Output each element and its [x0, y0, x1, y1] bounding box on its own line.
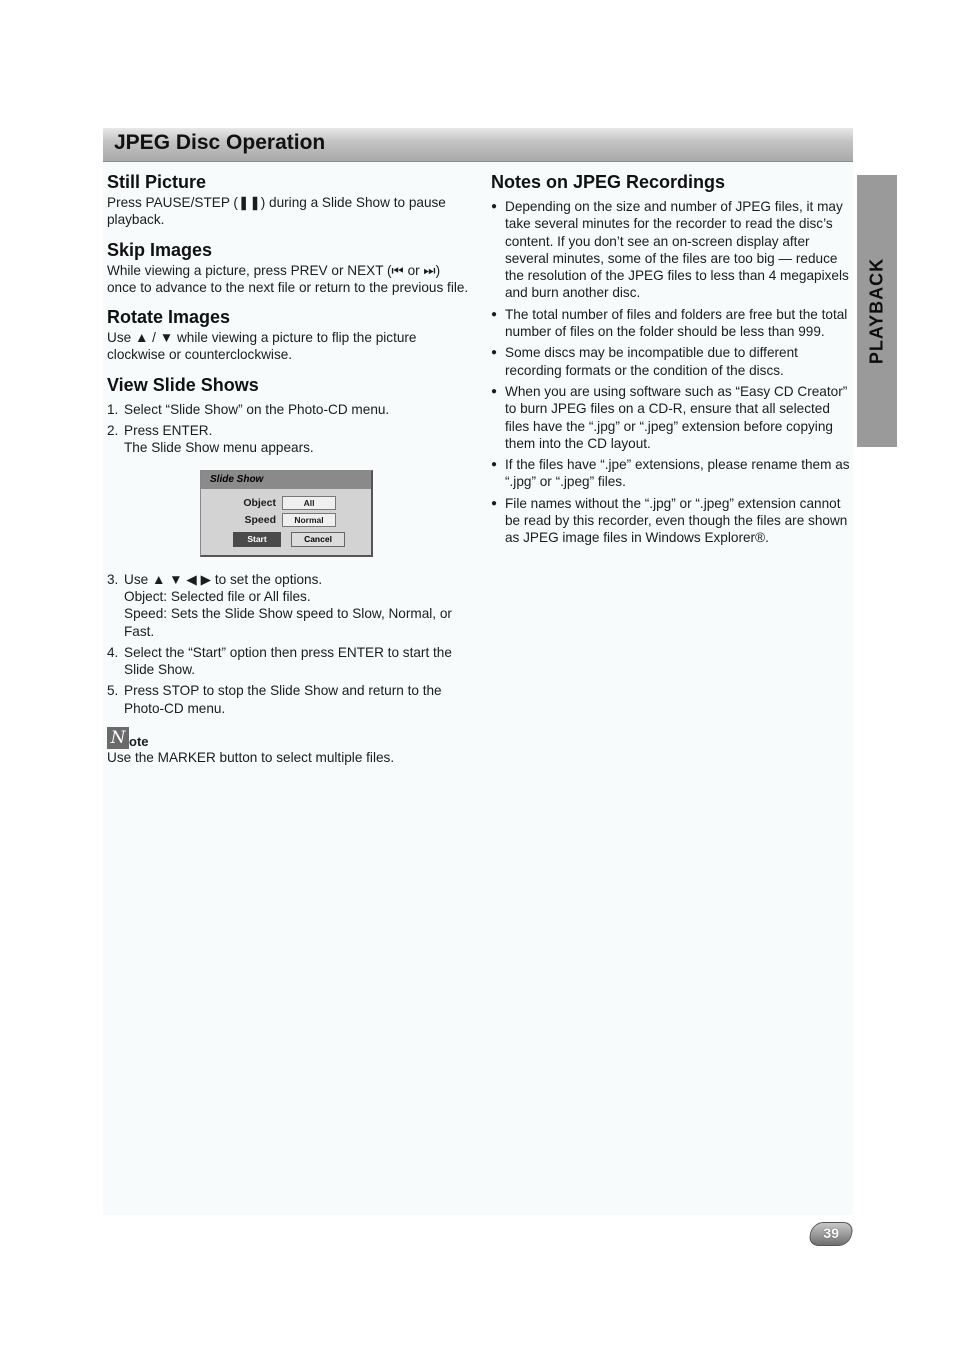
slide-show-steps-continued	[107, 571, 469, 717]
list-item-text: When you are using software such as “Easy CD Creator” to burn JPEG files on a CD-R, ensure that all selected files have the “.jpg” or “.jpeg” extension before copying them into the CD layout.	[505, 383, 848, 451]
step-text: Press STOP to stop the Slide Show and return to the Photo-CD menu.	[124, 683, 442, 716]
bullet-icon: ●	[491, 385, 498, 397]
slide-show-steps	[107, 401, 469, 457]
view-slide-shows-heading: View Slide Shows	[107, 374, 259, 395]
bullet-icon: ●	[491, 347, 498, 359]
osd-object-label: Object	[243, 496, 276, 509]
osd-object-value[interactable]: All	[282, 496, 336, 510]
page-number: 39	[823, 1225, 839, 1241]
step-number: 2.	[107, 423, 119, 439]
osd-speed-row	[201, 513, 371, 527]
step-subtext: The Slide Show menu appears.	[124, 440, 314, 456]
rotate-images-heading: Rotate Images	[107, 307, 231, 328]
rotate-images-text: Use ▲ / ▼ while viewing a picture to flip the picture clockwise or counterclockwise.	[107, 330, 417, 363]
list-item	[491, 456, 853, 491]
step-item	[107, 682, 469, 717]
note-label: ote	[129, 734, 149, 750]
list-item-text: The total number of files and folders are free but the total number of files on the folder should be less than 999.	[505, 306, 848, 340]
title-bar	[103, 128, 853, 162]
slide-show-menu-osd	[200, 470, 373, 557]
list-item	[491, 306, 853, 341]
osd-cancel-button[interactable]: Cancel	[291, 532, 345, 547]
still-picture-section	[107, 170, 469, 229]
skip-images-section	[107, 238, 469, 297]
step-item	[107, 422, 469, 457]
still-picture-heading: Still Picture	[107, 172, 207, 192]
osd-start-button[interactable]: Start	[233, 532, 281, 547]
list-item	[491, 198, 853, 302]
page-number-badge	[807, 1222, 854, 1246]
step-text: Select the “Start” option then press ENTER to start the Slide Show.	[124, 644, 452, 678]
list-item	[491, 344, 853, 379]
right-column	[491, 170, 853, 551]
notes-list	[491, 198, 853, 547]
view-slide-shows-section	[107, 373, 469, 717]
note-icon: N	[107, 727, 129, 749]
skip-images-text: While viewing a picture, press PREV or NEXT (⏮ or ⏭) once to advance to the next file or return to the previous file.	[107, 262, 469, 295]
osd-object-row	[201, 496, 371, 510]
skip-images-heading: Skip Images	[107, 239, 213, 260]
step-item	[107, 401, 469, 418]
step-number: 4.	[107, 644, 119, 660]
step-subtext: Object: Selected file or All files.	[124, 588, 311, 604]
osd-speed-value[interactable]: Normal	[282, 513, 336, 527]
list-item-text: Depending on the size and number of JPEG files, it may take several minutes for the recorder to read the disc’s content. If you don’t see an on-screen display after several minutes, some of the files are too big — reduce the resolution of the JPEG files to less than 4 megapixels and burn another disc.	[505, 199, 849, 301]
page-title: JPEG Disc Operation	[114, 131, 326, 154]
rotate-images-section	[107, 305, 469, 364]
list-item-text: If the files have “.jpe” extensions, please rename them as “.jpg” or “.jpeg” files.	[505, 457, 850, 490]
step-subtext: Speed: Sets the Slide Show speed to Slow, Normal, or Fast.	[124, 606, 452, 639]
bullet-icon: ●	[491, 497, 498, 509]
left-column	[107, 170, 469, 766]
step-number: 5.	[107, 683, 119, 699]
list-item	[491, 495, 853, 547]
list-item-text: File names without the “.jpg” or “.jpeg” extension cannot be read by this recorder, even though the files are shown as JPEG image files in Windows Explorer®.	[505, 495, 848, 546]
osd-title: Slide Show	[201, 471, 371, 489]
osd-speed-label: Speed	[244, 513, 276, 526]
step-text: Press ENTER.	[124, 423, 213, 439]
section-tab-label: PLAYBACK	[866, 257, 887, 365]
step-item	[107, 571, 469, 640]
notes-heading: Notes on JPEG Recordings	[491, 172, 726, 192]
bullet-icon: ●	[491, 459, 498, 471]
bullet-icon: ●	[491, 308, 498, 320]
step-item	[107, 644, 469, 679]
step-text: Select “Slide Show” on the Photo-CD menu.	[124, 401, 390, 417]
step-text: Use ▲ ▼ ◀ ▶ to set the options.	[124, 571, 323, 587]
still-picture-text: Press PAUSE/STEP (❚❚) during a Slide Show to pause playback.	[107, 195, 446, 228]
list-item	[491, 383, 853, 452]
section-tab	[857, 175, 897, 447]
note-section	[107, 727, 469, 766]
list-item-text: Some discs may be incompatible due to different recording formats or the condition of the discs.	[505, 345, 798, 378]
bullet-icon: ●	[491, 201, 498, 212]
step-number: 3.	[107, 571, 119, 587]
note-text: Use the MARKER button to select multiple files.	[107, 750, 395, 766]
step-number: 1.	[107, 401, 119, 417]
